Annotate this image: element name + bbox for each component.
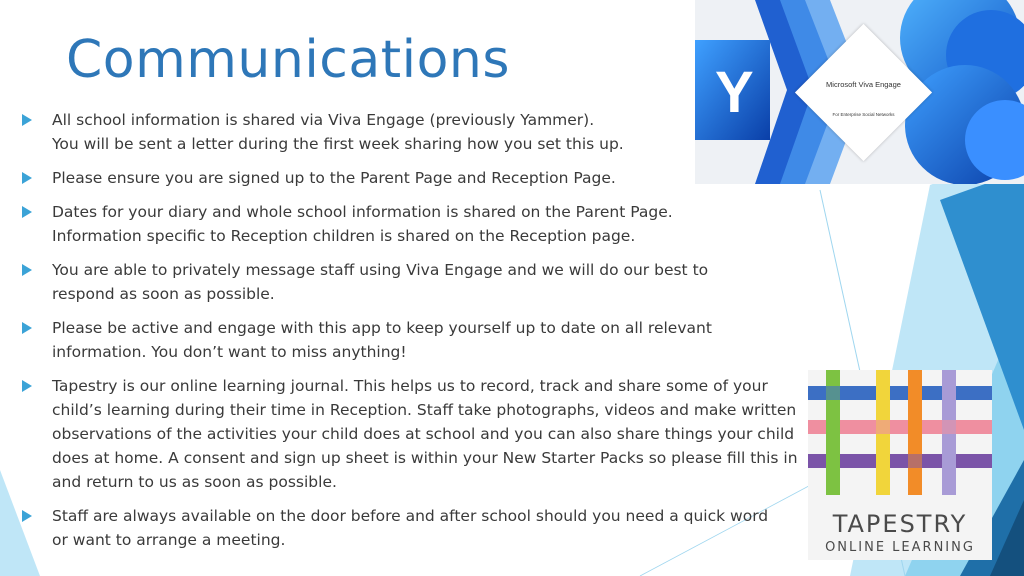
bullet-arrow-icon bbox=[22, 172, 32, 184]
bullet-arrow-icon bbox=[22, 206, 32, 218]
bullet-text: You are able to privately message staff using Viva Engage and we will do our best to respond as soon as possible. bbox=[52, 261, 709, 303]
bullet-item bbox=[22, 374, 812, 494]
bullet-text: You will be sent a letter during the first week sharing how you set this up. bbox=[52, 135, 624, 153]
bullet-arrow-icon bbox=[22, 322, 32, 334]
page-title: Communications bbox=[66, 30, 510, 90]
bullet-text: All school information is shared via Viva Engage (previously Yammer). bbox=[52, 111, 595, 129]
bullet-item bbox=[22, 504, 812, 552]
bullet-arrow-icon bbox=[22, 510, 32, 522]
bullet-text: Please be active and engage with this app to keep yourself up to date on all relevant information. You don’t want to miss anything! bbox=[52, 319, 712, 361]
bullet-item bbox=[22, 200, 812, 248]
viva-engage-image bbox=[695, 0, 1024, 184]
bullet-list bbox=[22, 108, 812, 562]
viva-engage-card bbox=[797, 26, 930, 159]
svg-text:Y: Y bbox=[715, 60, 754, 125]
bullet-arrow-icon bbox=[22, 380, 32, 392]
viva-card-subtitle: For Enterprise Social Networks bbox=[832, 112, 895, 117]
tapestry-logo-image bbox=[808, 370, 992, 560]
bullet-arrow-icon bbox=[22, 264, 32, 276]
diamond-shape bbox=[795, 24, 932, 161]
bullet-text: Information specific to Reception children is shared on the Reception page. bbox=[52, 227, 636, 245]
bullet-text: Staff are always available on the door before and after school should you need a quick word or want to arrange a meeting. bbox=[52, 507, 769, 549]
viva-card-title: Microsoft Viva Engage bbox=[826, 80, 901, 89]
tapestry-weave-graphic bbox=[808, 370, 992, 510]
bullet-item bbox=[22, 258, 812, 306]
bullet-item bbox=[22, 316, 812, 364]
tapestry-tagline: ONLINE LEARNING bbox=[825, 540, 975, 555]
bullet-text: Dates for your diary and whole school information is shared on the Parent Page. bbox=[52, 203, 673, 221]
bullet-text: Tapestry is our online learning journal. This helps us to record, track and share some of your child’s learning during their time in Reception. Staff take photographs, videos and make written observations of the activities your child does at school and you can also share things your child does at home. A consent and sign up sheet is within your New Starter Packs so please fill this in and return to us as soon as possible. bbox=[52, 377, 798, 491]
bullet-arrow-icon bbox=[22, 114, 32, 126]
bullet-text: Please ensure you are signed up to the Parent Page and Reception Page. bbox=[52, 169, 616, 187]
tapestry-word: TAPESTRY bbox=[832, 510, 968, 538]
bullet-item bbox=[22, 108, 812, 156]
bullet-item bbox=[22, 166, 812, 190]
